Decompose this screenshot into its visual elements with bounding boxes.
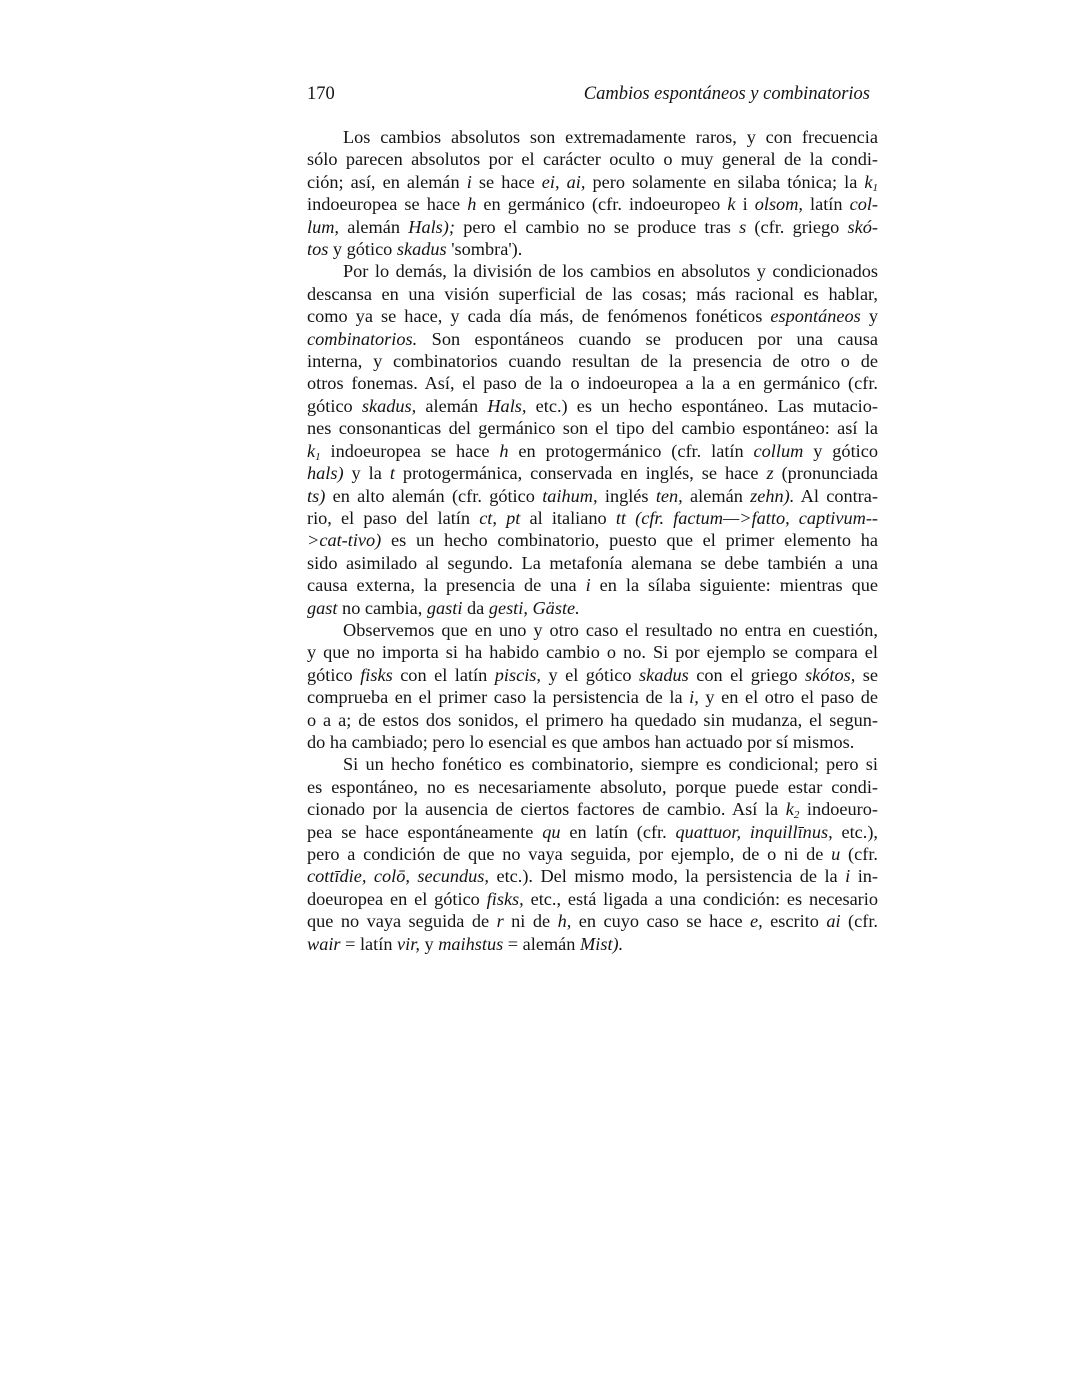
text-line: cottīdie, colō, secundus, etc.). Del mismo modo, la persistencia de la i in- xyxy=(307,866,879,887)
text-line: gótico fisks con el latín piscis, y el gótico skadus con el griego skótos, se xyxy=(307,664,878,685)
text-line: combinatorios. Son espontáneos cuando se producen por una causa xyxy=(307,328,878,349)
text-line: Observemos que en uno y otro caso el resultado no entra en cuestión, xyxy=(343,619,878,640)
text-line: Los cambios absolutos son extremadamente raros, y con frecuencia xyxy=(343,127,878,147)
paragraph xyxy=(307,619,878,753)
paragraph xyxy=(307,126,878,260)
text-line: indoeuropea se hace h en germánico (cfr. indoeuropeo k i olsom, latín col- xyxy=(307,194,878,215)
text-line: hals) y la t protogermánica, conservada en inglés, se hace z (pronunciada xyxy=(307,463,879,484)
text-line: pero a condición de que no vaya seguida, por ejemplo, de o ni de u (cfr. xyxy=(307,844,878,864)
text-line: tos y gótico skadus 'sombra'). xyxy=(307,239,523,260)
text-line: interna, y combinatorios cuando resultan de la presencia de otro o de xyxy=(307,351,878,372)
text-line: otros fonemas. Así, el paso de la o indoeuropea a la a en germánico (cfr. xyxy=(307,373,878,394)
text-line: nes consonanticas del germánico son el tipo del cambio espontáneo: así la xyxy=(307,418,878,439)
text-line: y que no importa si ha habido cambio o no. Si por ejemplo se compara el xyxy=(307,642,878,663)
text-line: wair = latín vir, y maihstus = alemán Mist). xyxy=(307,933,624,954)
text-line: Si un hecho fonético es combinatorio, siempre es condicional; pero si xyxy=(343,754,878,775)
text-line: comprueba en el primer caso la persistencia de la i, y en el otro el paso de xyxy=(307,687,878,708)
text-line: cionado por la ausencia de ciertos factores de cambio. Así la $k_2$ indoeuro- xyxy=(307,799,878,822)
page-header xyxy=(307,82,870,106)
paragraph xyxy=(307,260,878,619)
text-line: lum, alemán Hals); pero el cambio no se produce tras s (cfr. griego skó- xyxy=(307,216,878,237)
text-line: sólo parecen absolutos por el carácter oculto o muy general de la condi- xyxy=(307,149,878,170)
text-line: $k_1$ indoeuropea se hace h en protogermánico (cfr. latín collum y gótico xyxy=(307,440,878,463)
text-line: que no vaya seguida de r ni de h, en cuyo caso se hace e, escrito ai (cfr. xyxy=(307,911,878,932)
running-title: Cambios espontáneos y combinatorios xyxy=(583,84,870,104)
text-line: ts) en alto alemán (cfr. gótico taihum, inglés ten, alemán zehn). Al contra- xyxy=(307,485,878,506)
text-line: sido asimilado al segundo. La metafonía alemana se debe también a una xyxy=(307,552,878,573)
text-line: doeuropea en el gótico fisks, etc., está ligada a una condición: es necesario xyxy=(307,888,878,909)
text-line: descansa en una visión superficial de las cosas; más racional es hablar, xyxy=(307,283,878,304)
text-line: causa externa, la presencia de una i en la sílaba siguiente: mientras que xyxy=(307,575,878,596)
page-number: 170 xyxy=(307,84,335,104)
text-line: es espontáneo, no es necesariamente absoluto, porque puede estar condi- xyxy=(307,776,878,797)
text-line: gast no cambia, gasti da gesti, Gäste. xyxy=(307,597,580,618)
text-line: Por lo demás, la división de los cambios en absolutos y condicionados xyxy=(343,261,878,282)
text-line: >cat-tivo) es un hecho combinatorio, puesto que el primer elemento ha xyxy=(307,530,878,551)
body-text xyxy=(307,126,878,955)
text-line: o a a; de estos dos sonidos, el primero ha quedado sin mudanza, el segun- xyxy=(307,709,878,730)
text-line: ción; así, en alemán i se hace ei, ai, pero solamente en silaba tónica; la $k_1$ xyxy=(307,171,879,194)
text-line: pea se hace espontáneamente qu en latín (cfr. quattuor, inquillīnus, etc.), xyxy=(307,821,878,842)
text-line: do ha cambiado; pero lo esencial es que ambos han actuado por sí mismos. xyxy=(307,731,855,752)
paragraph xyxy=(307,753,878,955)
text-line: como ya se hace, y cada día más, de fenómenos fonéticos espontáneos y xyxy=(307,306,878,327)
text-line: rio, el paso del latín ct, pt al italiano tt (cfr. factum—>fatto, captivum-- xyxy=(307,507,878,528)
text-line: gótico skadus, alemán Hals, etc.) es un hecho espontáneo. Las mutacio- xyxy=(307,395,878,416)
